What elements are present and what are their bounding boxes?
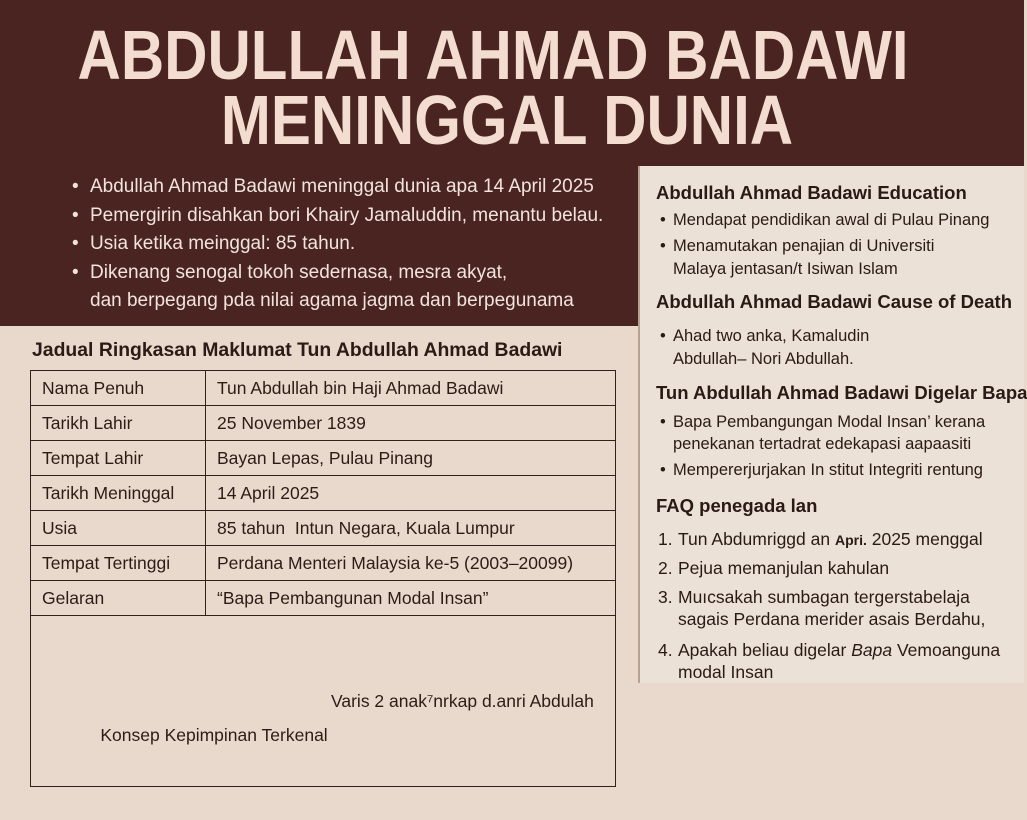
table-label-cell: Konsep Kepimpinan Terkenal [100,725,328,745]
table-row [31,406,616,441]
table-row [31,546,616,581]
faq-text-emphasis: Apri. [834,532,867,548]
faq-item [658,528,983,551]
faq-text: Muıcsakah sumbagan tergerstabelaja [678,587,970,607]
sidebar-bullet [660,235,934,281]
summary-bullet-text: Usia ketika meinggal: 85 tahun. [90,233,356,254]
faq-heading: FAQ penegada lan [656,495,818,516]
table-value-cell: 85 tahun Intun Negara, Kuala Lumpur [206,511,616,546]
table-label-cell: Nama Penuh [31,371,206,406]
table-merged-cell [31,616,616,787]
faq-number: 1. [658,529,673,549]
sidebar-bullet [660,459,983,482]
summary-bullet-list [72,173,632,316]
summary-bullet-text: Abdullah Ahmad Badawi meninggal dunia apa 14 April 2025 [90,176,594,197]
faq-item [658,639,1000,683]
table-value-cell: Varis 2 anak⁷nrkap d.anri Abdulah [331,691,594,711]
table-row [31,441,616,476]
summary-bullet [72,202,632,231]
table-value-cell: 14 April 2025 [206,476,616,511]
table-value-cell: 25 November 1839 [206,406,616,441]
sidebar-bullet-text: Ahad two anka, Kamaludin [673,326,870,345]
sidebar-bullet-text-continued: Malaya jentasan/t Isiwan Islam [673,259,898,278]
bullet-dot-icon [660,235,666,258]
bullet-dot-icon [72,202,79,231]
faq-item [658,586,985,630]
faq-number: 4. [658,640,673,660]
info-sidebar [638,166,1027,683]
summary-bullet-text: Pemergirin disahkan bori Khairy Jamaluddin, menantu belau. [90,204,604,226]
faq-text: Apakah beliau digelar [678,640,847,660]
faq-text-emphasis: Bapa [851,640,893,660]
faq-text: Pejua memanjulan kahulan [678,558,890,578]
faq-text: Tun Abdumriggd an [678,529,831,549]
sidebar-bullet-text: Bapa Pembangungan Modal Insan’ kerana [673,412,986,431]
summary-bullet [72,173,632,202]
sidebar-bullet-text-continued: Abdullah– Nori Abdullah. [673,349,854,368]
summary-bullet-text-continued: dan berpegang pda nilai agama jagma dan berpegunama [90,290,574,311]
table-label-cell: Usia [31,511,206,546]
faq-number: 2. [658,558,673,578]
table-row [31,511,616,546]
table-row [31,616,616,787]
bullet-dot-icon [72,230,79,259]
faq-text-continued: sagais Perdana merider asais Berdahu, [678,609,986,629]
bullet-dot-icon [660,209,666,232]
merged-cell-content [42,684,615,745]
table-value-cell: Bayan Lepas, Pulau Pinang [206,441,616,476]
sidebar-bullet-text: Mempererjurjakan In stitut Integriti rentung [673,460,983,479]
table-label-cell: Tempat Lahir [31,441,206,476]
bullet-dot-icon [72,259,79,288]
table-label-cell: Tempat Tertinggi [31,546,206,581]
faq-line [678,639,1000,661]
faq-number: 3. [658,587,673,607]
faq-text: Vemoanguna [896,640,1001,660]
faq-text: 2025 menggal [871,529,983,549]
section-heading-cause-of-death: Abdullah Ahmad Badawi Cause of Death [656,291,1012,312]
sidebar-bullet-text-continued: penekanan tertadrat edekapasi aapaasiti [673,434,972,453]
sidebar-bullet [660,411,985,455]
table-title: Jadual Ringkasan Maklumat Tun Abdullah Ahmad Badawi [32,339,563,361]
table-label-cell: Tarikh Meninggal [31,476,206,511]
table-label-cell: Gelaran [31,581,206,616]
profile-summary-table [30,370,616,787]
bullet-dot-icon [660,459,666,482]
bullet-dot-icon [72,173,79,202]
table-value-cell: Tun Abdullah bin Haji Ahmad Badawi [206,371,616,406]
sidebar-bullet-text: Menamutakan penajian di Universiti [673,236,935,255]
table-label-cell: Tarikh Lahir [31,406,206,441]
section-heading-education: Abdullah Ahmad Badawi Education [656,182,967,203]
section-heading-title: Tun Abdullah Ahmad Badawi Digelar Bapa [656,382,1027,403]
table-value-cell: Perdana Menteri Malaysia ke-5 (2003–20099) [206,546,616,581]
summary-bullet-text: Dikenang senogal tokoh sedernasa, mesra akyat, [90,261,508,283]
table-row [31,371,616,406]
sidebar-bullet [660,209,989,232]
table-row [31,476,616,511]
headline-line-2: MENINGGAL DUNIA [220,81,794,160]
table-value-cell: “Bapa Pembangunan Modal Insan” [206,581,616,616]
bullet-dot-icon [660,411,666,433]
summary-bullet [72,230,632,259]
summary-bullet [72,259,632,316]
sidebar-bullet [660,325,869,371]
faq-item [658,557,889,579]
faq-text-continued: modal Insan [678,662,774,682]
headline-line-1: ABDULLAH AHMAD BADAWI [77,16,909,95]
table-row [31,581,616,616]
bullet-dot-icon [660,325,666,348]
sidebar-bullet-text: Mendapat pendidikan awal di Pulau Pinang [673,210,990,229]
